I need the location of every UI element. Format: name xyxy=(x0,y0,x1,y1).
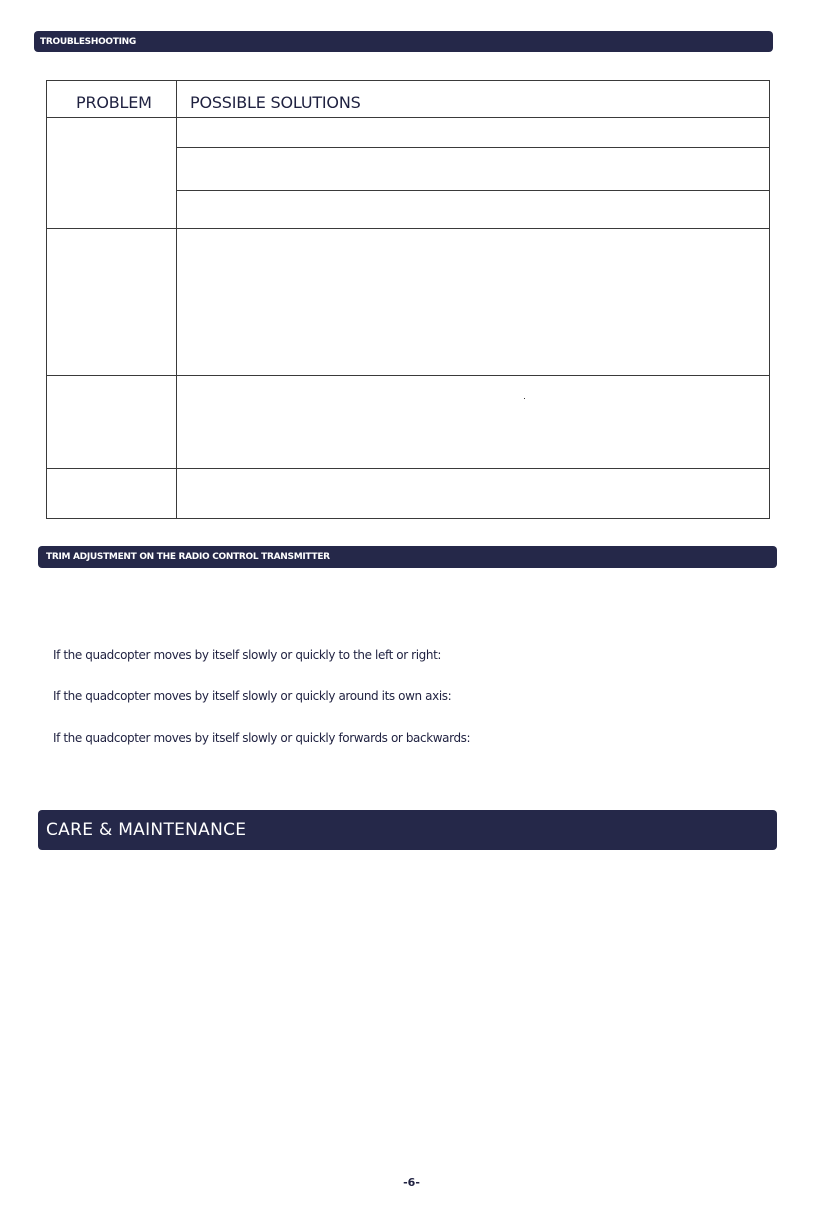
table-row-divider xyxy=(47,228,769,229)
table-row-divider xyxy=(47,468,769,469)
page-number: -6- xyxy=(403,1176,420,1189)
troubleshooting-table xyxy=(46,80,770,519)
table-row-divider xyxy=(47,375,769,376)
table-subrow-divider xyxy=(176,190,769,191)
troubleshooting-title: TROUBLESHOOTING xyxy=(40,36,136,47)
trim-adjustment-header xyxy=(38,546,777,568)
trim-adjustment-title: TRIM ADJUSTMENT ON THE RADIO CONTROL TRANSMITTER xyxy=(46,552,330,562)
table-header-divider xyxy=(47,117,769,118)
problem-column-header: PROBLEM xyxy=(76,93,152,112)
trim-instruction-own-axis: If the quadcopter moves by itself slowly or quickly around its own axis: xyxy=(53,689,452,703)
solutions-column-header: POSSIBLE SOLUTIONS xyxy=(190,93,361,112)
troubleshooting-header xyxy=(34,31,773,52)
care-maintenance-header xyxy=(38,810,777,850)
trim-instruction-forward-backward: If the quadcopter moves by itself slowly or quickly forwards or backwards: xyxy=(53,731,471,745)
table-subrow-divider xyxy=(176,147,769,148)
table-mark xyxy=(524,398,525,399)
care-maintenance-title: CARE & MAINTENANCE xyxy=(46,820,247,840)
trim-instruction-left-right: If the quadcopter moves by itself slowly or quickly to the left or right: xyxy=(53,648,442,662)
